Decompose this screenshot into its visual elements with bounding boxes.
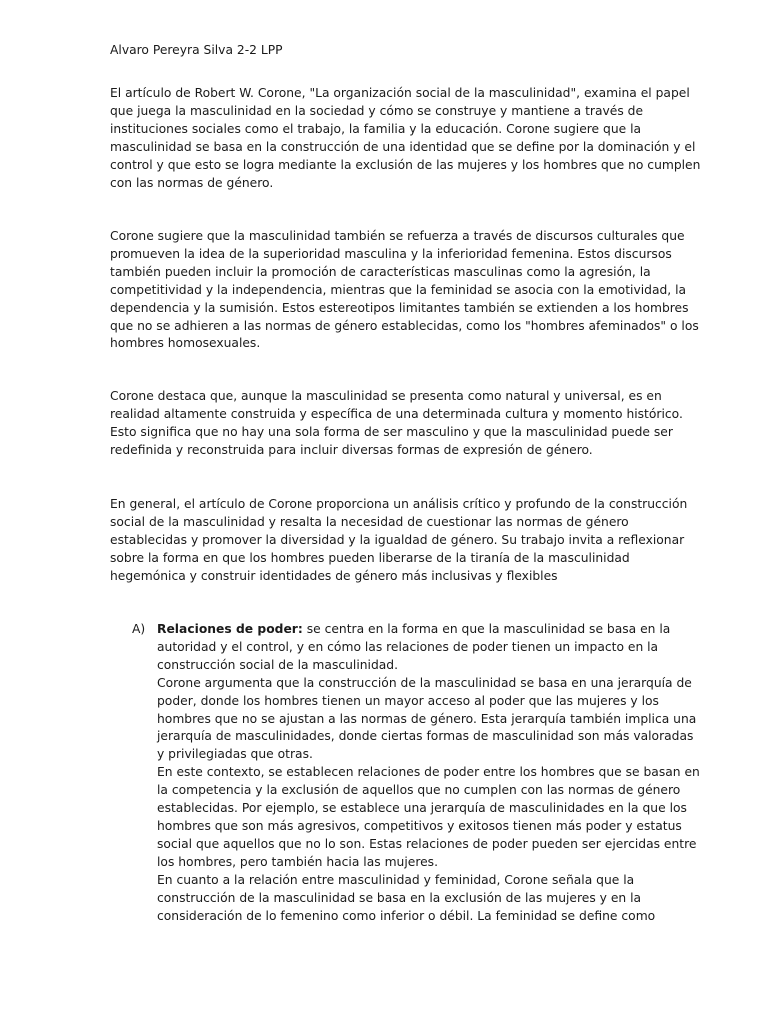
paragraph-line: instituciones sociales como el trabajo, la familia y la educación. Corone sugiere que la: [110, 121, 642, 136]
paragraph-2: [110, 228, 699, 353]
paragraph-line: realidad altamente construida y específica de una determinada cultura y momento histórico.: [110, 406, 683, 421]
paragraph-line: competitividad y la independencia, mientras que la feminidad se asocia con la emotividad, la: [110, 282, 687, 297]
list-first-line-rest: se centra en la forma en que la masculinidad se basa en la: [302, 622, 671, 636]
paragraph-line: también pueden incluir la promoción de características masculinas como la agresión, la: [110, 264, 651, 279]
list-item-body: [157, 621, 700, 925]
paragraph-line: hombres homosexuales.: [110, 336, 261, 351]
list-line: construcción de la masculinidad se basa en la exclusión de las mujeres y en la: [157, 890, 642, 905]
list-line: poder, donde los hombres tienen un mayor acceso al poder que las mujeres y los: [157, 693, 659, 708]
list-line: En este contexto, se establecen relaciones de poder entre los hombres que se basan en: [157, 765, 700, 780]
paragraph-line: promueven la idea de la superioridad masculina y la inferioridad femenina. Estos discursos: [110, 246, 672, 261]
paragraph-line: Corone destaca que, aunque la masculinidad se presenta como natural y universal, es en: [110, 389, 662, 403]
list-line: establecidas. Por ejemplo, se establece una jerarquía de masculinidades en la que los: [157, 801, 687, 816]
list-line: la competencia y la exclusión de aquellos que no cumplen con las normas de género: [157, 783, 681, 798]
paragraph-3: [110, 388, 683, 460]
list-first-line: [157, 621, 677, 639]
list-line: consideración de lo femenino como inferior o débil. La feminidad se define como: [157, 908, 656, 923]
paragraph-1: [110, 85, 701, 192]
paragraph-line: con las normas de género.: [110, 175, 274, 190]
paragraph-4: [110, 496, 688, 586]
list-line: social que aquellos que no lo son. Estas relaciones de poder pueden ser ejercidas entre: [157, 836, 697, 851]
paragraph-line: El artículo de Robert W. Corone, "La organización social de la masculinidad", examina el papel: [110, 86, 690, 100]
list-line: los hombres, pero también hacia las mujeres.: [157, 854, 438, 869]
list-line: construcción social de la masculinidad.: [157, 657, 399, 672]
paragraph-line: que juega la masculinidad en la sociedad y cómo se construye y mantiene a través de: [110, 103, 644, 118]
list-line: y privilegiadas que otras.: [157, 747, 313, 762]
paragraph-line: sobre la forma en que los hombres pueden liberarse de la tiranía de la masculinidad: [110, 550, 630, 565]
paragraph-line: Corone sugiere que la masculinidad también se refuerza a través de discursos culturales que: [110, 229, 685, 243]
paragraph-line: Esto significa que no hay una sola forma de ser masculino y que la masculinidad puede ser: [110, 424, 673, 439]
paragraph-line: masculinidad se basa en la construcción de una identidad que se define por la dominación y el: [110, 139, 696, 154]
list-line: Corone argumenta que la construcción de la masculinidad se basa en una jerarquía de: [157, 675, 692, 690]
paragraph-line: social de la masculinidad y resalta la necesidad de cuestionar las normas de género: [110, 514, 629, 529]
list-marker: A): [132, 622, 146, 636]
list-line: jerarquía de masculinidades, donde ciertas formas de masculinidad son más valoradas: [157, 729, 694, 744]
paragraph-line: redefinida y reconstruida para incluir diversas formas de expresión de género.: [110, 442, 593, 457]
author-header: Alvaro Pereyra Silva 2-2 LPP: [110, 43, 283, 57]
list-line: hombres que no se ajustan a las normas de género. Esta jerarquía también implica una: [157, 711, 697, 726]
paragraph-line: control y que esto se logra mediante la exclusión de las mujeres y los hombres que no cumplen: [110, 157, 701, 172]
paragraph-line: dependencia y la sumisión. Estos estereotipos limitantes también se extienden a los hombres: [110, 300, 689, 315]
paragraph-line: En general, el artículo de Corone proporciona un análisis crítico y profundo de la construcción: [110, 497, 688, 511]
list-line: autoridad y el control, y en cómo las relaciones de poder tienen un impacto en la: [157, 639, 659, 654]
paragraph-line: hegemónica y construir identidades de género más inclusivas y flexibles: [110, 568, 558, 583]
paragraph-line: que no se adhieren a las normas de género establecidas, como los "hombres afeminados" o los: [110, 318, 699, 333]
list-line: En cuanto a la relación entre masculinidad y feminidad, Corone señala que la: [157, 872, 635, 887]
list-line: hombres que son más agresivos, competitivos y exitosos tienen más poder y estatus: [157, 818, 682, 833]
list-term: Relaciones de poder:: [157, 622, 303, 636]
paragraph-line: establecidas y promover la diversidad y la igualdad de género. Su trabajo invita a reflexionar: [110, 532, 685, 547]
